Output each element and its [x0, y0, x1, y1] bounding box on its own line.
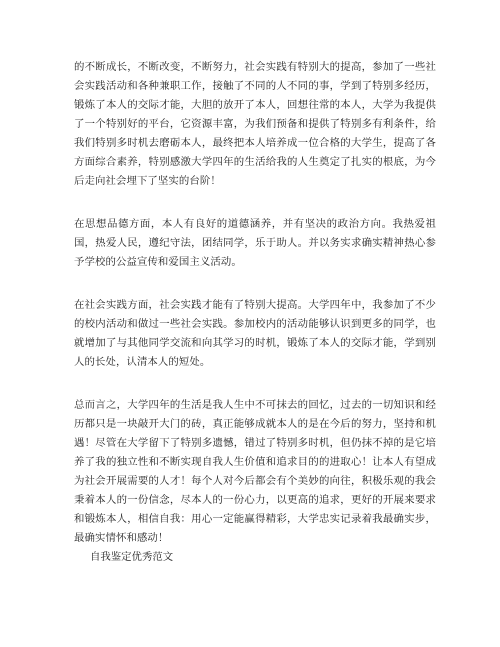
paragraph-summary: 总而言之，大学四年的生活是我人生中不可抹去的回忆，过去的一切知识和经历都只是一块敲开大门的砖，真正能够成就本人的是在今后的努力，坚持和机遇！尽管在大学留下了特别多遗憾，错过了特别多时机，但仍抹不掉的是它培养了我的独立性和不断实现自我人生价值和追求目的的进取心！让本人有望成为社会开展需要的人才！每个人对今后都会有个美妙的向往，积极乐观的我会秉着本人的一份信念，尽本人的一份心力，以更高的追求，更好的开展来要求和锻炼本人，相信自我：用心一定能赢得精彩，大学忠实记录着我最确实步，最确实情怀和感动！ — [74, 399, 436, 544]
paragraph-social-practice: 在社会实践方面，社会实践才能有了特别大提高。大学四年中，我参加了不少的校内活动和做过一些社会实践。参加校内的活动能够认识到更多的同学，也就增加了与其他同学交流和向其学习的时机，锻炼了本人的交际才能，学到别人的长处，认清本人的短处。 — [74, 299, 436, 368]
paragraph-growth: 的不断成长，不断改变，不断努力，社会实践有特别大的提高，参加了一些社会实践活动和各种兼职工作，接触了不同的人不同的事，学到了特别多经历，锻炼了本人的交际才能，大胆的放开了本人，回想往常的本人，大学为我提供了一个特别好的平台，它资源丰富，为我们预备和提供了特别多有利条件，给我们特别多时机去磨砺本人，最终把本人培养成一位合格的大学生，提高了各方面综合素养，特别感激大学四年的生活给我的人生奠定了扎实的根底，为今后走向社会埋下了坚实的台阶！ — [74, 61, 436, 187]
footer-title: 自我鉴定优秀范文 — [90, 551, 174, 563]
document-page — [74, 58, 436, 567]
paragraph-moral: 在思想品德方面，本人有良好的道德涵养，并有坚决的政治方向。我热爱祖国，热爱人民，遵纪守法，团结同学，乐于助人。并以务实求确实精神热心参予学校的公益宣传和爱国主义活动。 — [74, 218, 436, 268]
